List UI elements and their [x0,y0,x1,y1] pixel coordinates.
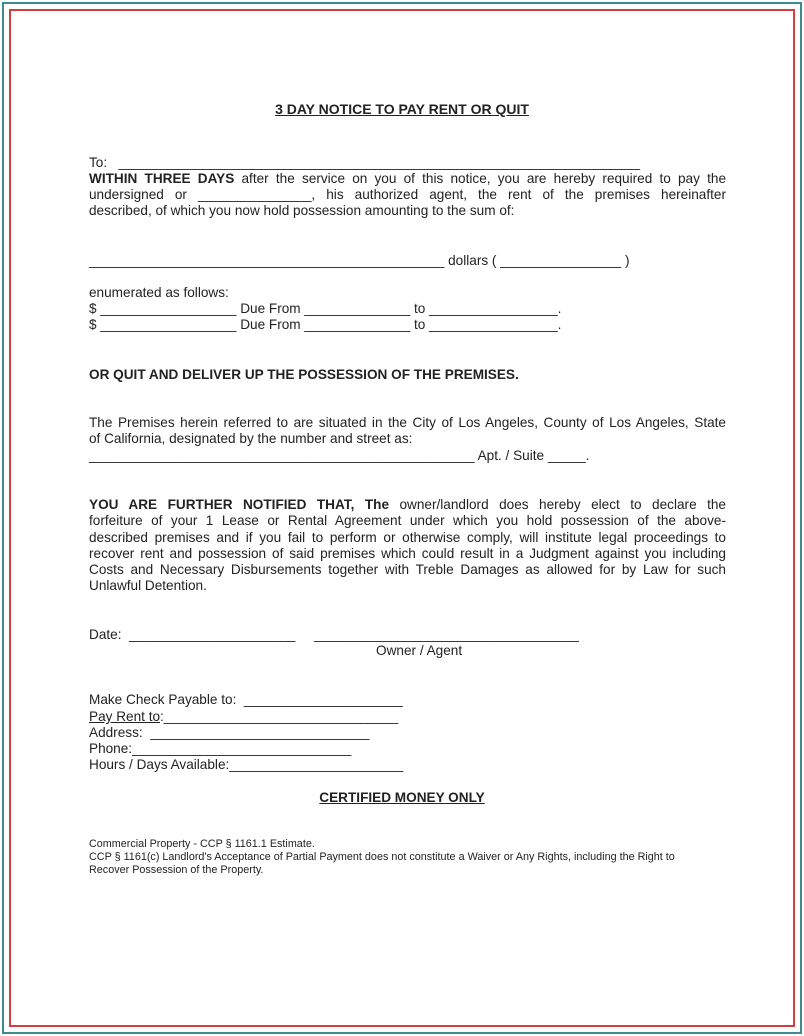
enumerated-row-1: $ __________________ Due From ______________ to _________________. [89,301,562,316]
or-quit-heading: OR QUIT AND DELIVER UP THE POSSESSION OF THE PREMISES. [89,367,519,382]
footnote-1: Commercial Property - CCP § 1161.1 Estimate. [89,838,315,850]
within-three-days: WITHIN THREE DAYS [89,171,235,186]
further-line-2: forfeiture of your 1 Lease or Rental Agreement under which you hold possession of the above- [89,513,726,528]
pay-rent-label: Pay Rent to [89,709,161,724]
further-notified-bold: YOU ARE FURTHER NOTIFIED THAT, The [89,497,390,512]
dollars-line: _______________________________________________ dollars ( ________________ ) [89,253,630,268]
pay-rent-line [89,709,398,725]
notice-line-2: undersigned or _______________, his authorized agent, the rent of the premises hereinafter [89,187,726,202]
enumerated-row-2: $ __________________ Due From ______________ to _________________. [89,317,562,332]
premises-line-1: The Premises herein referred to are situated in the City of Los Angeles, County of Los Angeles, State [89,415,726,430]
hours-line: Hours / Days Available:_______________________ [89,757,404,772]
address-line: Address: _____________________________ [89,725,370,740]
further-line-1 [89,497,726,513]
pay-rent-blank: :_______________________________ [160,709,399,724]
make-check-line: Make Check Payable to: _____________________ [89,692,403,707]
footnote-2: CCP § 1161(c) Landlord's Acceptance of Partial Payment does not constitute a Waiver or Any Rights, including the Right to [89,851,675,863]
phone-line: Phone:_____________________________ [89,741,352,756]
enumerated-label: enumerated as follows: [89,285,229,300]
premises-line-2: of California, designated by the number and street as: [89,431,413,446]
further-line-4: recover rent and possession of said premises which could result in a Judgment against you including [89,546,726,561]
further-line-6: Unlawful Detention. [89,578,207,593]
date-line: Date: ______________________ ___________________________________ [89,627,579,642]
notice-line-1-rest: after the service on you of this notice, you are hereby required to pay the [234,171,727,186]
to-line: To: _____________________________________________________________________ [89,155,641,170]
certified-money-only: CERTIFIED MONEY ONLY [319,790,485,805]
notice-line-1 [89,171,726,187]
footnote-3: Recover Possession of the Property. [89,864,264,876]
owner-agent-label: Owner / Agent [376,643,463,658]
further-line-1-rest: owner/landlord does hereby elect to declare the [389,497,726,512]
further-line-5: Costs and Necessary Disbursements together with Treble Damages as allowed for by Law for such [89,562,726,577]
premises-line-3: ___________________________________________________ Apt. / Suite _____. [89,448,590,463]
notice-line-3: described, of which you now hold possession amounting to the sum of: [89,203,515,218]
document-title: 3 DAY NOTICE TO PAY RENT OR QUIT [275,101,529,117]
further-line-3: described premises and if you fail to perform or otherwise comply, will institute legal proceedings to [89,530,726,545]
